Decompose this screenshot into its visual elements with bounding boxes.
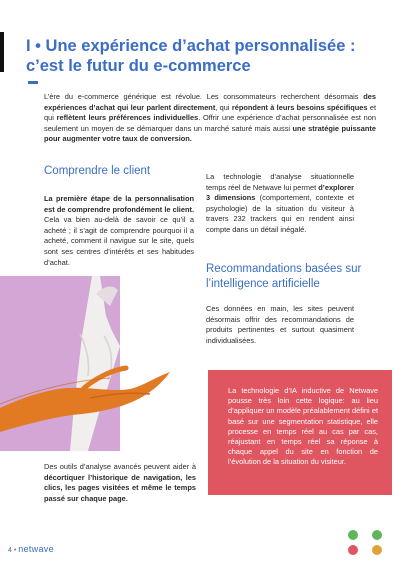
section1-text: Des outils d’analyse avancés peuvent aider à (44, 462, 196, 471)
brand-logo: netwave (18, 544, 54, 554)
logo-dot-3 (348, 545, 358, 555)
right-bold: d’explorer 3 dimensions (206, 182, 354, 203)
intro-text: . Offrir une expérience d’achat personnalisée est non seulement un moyen de se démarquer dans un marché saturé mais aussi (44, 113, 377, 133)
section1-paragraph-2 (44, 462, 196, 504)
section1-bold: La première étape de la personnalisation est de comprendre profondément le client. (44, 194, 194, 214)
intro-text: et qui (44, 102, 377, 123)
intro-bold: répondent à leurs besoins spécifiques (231, 102, 368, 112)
title-line-1: I • Une expérience d’achat personnalisée : (26, 37, 356, 55)
callout-text: La technologie d’IA inductive de Netwave pousse très loin cette logique: au lieu d’appliquer un modèle préalablement défini et basé sur une segmentation statistique, elle processe en temps réel au cas par cas, réajustant en temps réel sa réponse à chaque appel du site en fonction de l’évolution de la situation du visiteur. (228, 386, 378, 467)
intro-bold: des expériences d’achat qui leur parlent directement (44, 92, 376, 112)
right-paragraph-2: Ces données en main, les sites peuvent désormais offrir des recommandations de produits pertinentes et surtout quasiment individualisées. (206, 304, 354, 345)
intro-text: , qui (215, 102, 232, 112)
hands-photo (0, 276, 208, 451)
section-heading-recommandations (206, 262, 386, 292)
right-text: (comportement, contexte et psychologie) de la situation du visiteur à travers 232 trackers qui en rendent ainsi compte dans un détail inégalé. (206, 193, 354, 234)
footer-bullet: • (13, 547, 17, 554)
footer (8, 544, 54, 554)
section1-paragraph-1 (44, 194, 194, 268)
right-paragraph-1 (206, 172, 354, 236)
page-title (26, 36, 386, 76)
intro-bold: reflètent leurs préférences individuelles (56, 113, 199, 123)
logo-dot-4 (372, 545, 382, 555)
heading-line-1: Recommandations basées sur (206, 263, 362, 275)
intro-bold: une stratégie puissante pour augmenter votre taux de conversion. (44, 123, 376, 144)
section1-text: Cela va bien au-delà de savoir ce qu’il a acheté ; il s’agit de comprendre pourquoi il a acheté, comment il navigue sur le site, quels sont ses centres d’intérêts et ses habitudes d’achat. (44, 215, 194, 267)
intro-text: L’ère du e-commerce générique est révolue. Les consommateurs recherchent désormais (44, 92, 364, 101)
title-line-2: c’est le futur du e-commerce (26, 57, 251, 75)
logo-dot-1 (348, 530, 358, 540)
intro-paragraph (44, 92, 376, 145)
title-underline (28, 81, 38, 84)
logo-dot-2 (372, 530, 382, 540)
section-heading-comprendre: Comprendre le client (44, 165, 151, 177)
page-number: 4 (8, 547, 12, 554)
left-accent-bar (0, 32, 4, 72)
heading-line-2: l’intelligence artificielle (206, 278, 320, 290)
right-text: La technologie d’analyse situationnelle temps réel de Netwave lui permet (206, 172, 354, 192)
section1-bold: décortiquer l’historique de navigation, les clics, les pages visitées et même le temps passé sur chaque page. (44, 472, 196, 503)
hands-illustration (0, 276, 208, 451)
